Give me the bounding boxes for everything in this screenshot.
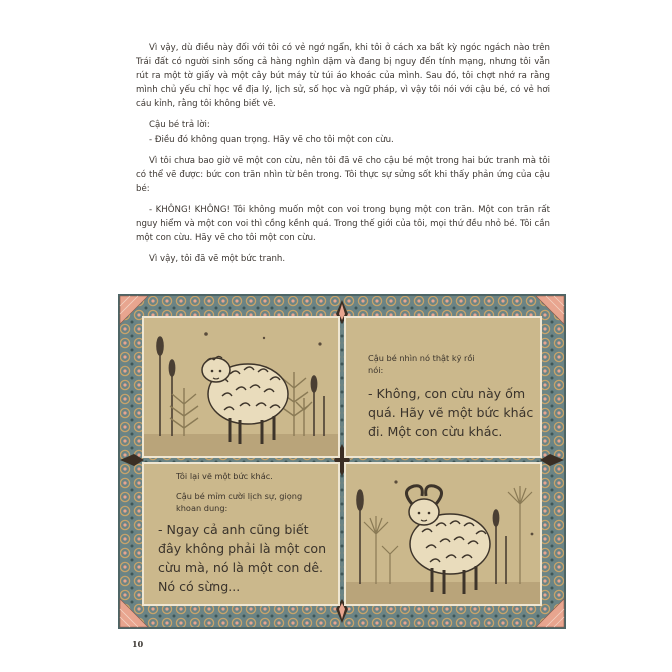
panel-intro-line: Cậu bé nhìn nó thật kỹ rồi <box>368 353 475 363</box>
page-number: 10 <box>132 639 144 649</box>
panel-first-line: Tôi lại vẽ một bức khác. <box>176 471 273 481</box>
panel-sheep-horned <box>344 462 542 606</box>
paragraph: Vì tôi chưa bao giờ vẽ một con cừu, nên tôi đã vẽ cho cậu bé một trong hai bức tranh mà tôi có thể vẽ được: bức con trăn nhìn từ bên trong. Tôi thực sự sửng sốt khi thấy phản ứng của cậu bé: <box>136 156 550 195</box>
fluffy-sheep-illustration-icon <box>144 318 338 456</box>
body-text <box>136 42 550 274</box>
panel-intro-line: nói: <box>368 365 384 375</box>
panel-text-goat <box>142 462 340 606</box>
paragraph: Cậu bé trả lời: <box>149 119 210 130</box>
panel-quote-line: cừu mà, nó là một con dê. <box>158 560 324 575</box>
paragraph: Vì vậy, tôi đã vẽ một bức tranh. <box>149 253 286 264</box>
panel-text-sick-sheep <box>344 316 542 458</box>
panel-quote-line: - Ngay cả anh cũng biết <box>158 522 309 537</box>
panel-quote-line: quá. Hãy vẽ một bức khác <box>368 405 534 420</box>
horned-goat-sheep-illustration-icon <box>346 464 540 604</box>
panel-quote-line: - Không, con cừu này ốm <box>368 386 526 401</box>
panel-sheep-thin <box>142 316 340 458</box>
panel-quote-line: Nó có sừng... <box>158 579 241 594</box>
panel-intro-line: khoan dung: <box>176 503 228 513</box>
paragraph: - KHÔNG! KHÔNG! Tôi không muốn một con voi trong bụng một con trăn. Một con trăn rất nguy hiểm và một con voi thì cồng kềnh quá. Trong thế giới của tôi, mọi thứ đều nhỏ bé. Tôi cần một con cừu. Hãy vẽ cho tôi một con cừu. <box>136 205 550 243</box>
panel-intro-line: Cậu bé mỉm cười lịch sự, giọng <box>176 491 303 501</box>
panel-quote-line: đi. Một con cừu khác. <box>368 424 503 439</box>
paragraph: Vì vậy, dù điều này đối với tôi có vẻ ngớ ngẩn, khi tôi ở cách xa bất kỳ ngóc ngách nào trên Trái đất có người sinh sống cả hàng nghìn dặm và đang bị nguy đến tính mạng, nhưng tôi vẫn rút ra một tờ giấy và một cây bút máy từ túi áo khoác của mình. Sau đó, tôi chợt nhớ ra rằng mình chủ yếu chỉ học về địa lý, lịch sử, số học và ngữ pháp, vì vậy tôi nói với cậu bé, có vẻ hơi cáu kỉnh, rằng tôi không biết vẽ. <box>136 43 550 109</box>
illustration-panel <box>118 294 566 629</box>
paragraph: - Điều đó không quan trọng. Hãy vẽ cho tôi một con cừu. <box>149 135 394 146</box>
panel-quote-line: đây không phải là một con <box>158 541 327 556</box>
